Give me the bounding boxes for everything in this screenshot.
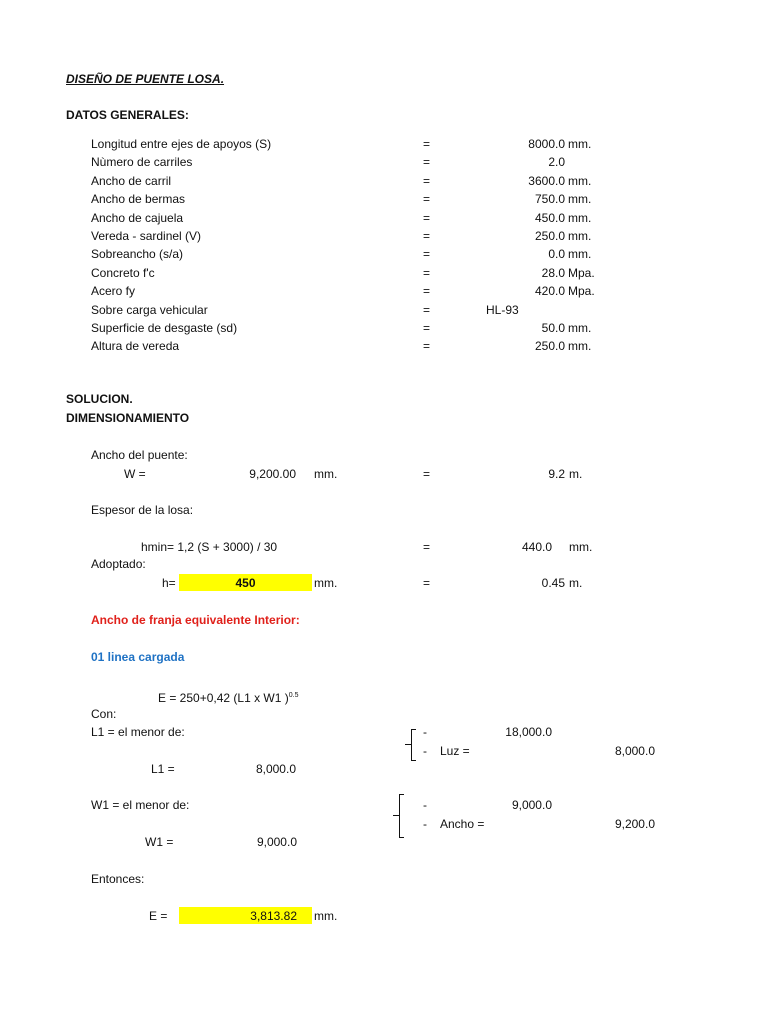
- general-row-equals: =: [423, 284, 431, 298]
- l1-option2-value: 8,000.0: [614, 744, 655, 758]
- solution-heading: SOLUCION.: [66, 392, 133, 406]
- h-unit: mm.: [314, 576, 338, 590]
- hmin-unit: mm.: [569, 540, 593, 554]
- general-row-label: Concreto f'c: [91, 266, 155, 280]
- l1-result-label: L1 =: [151, 762, 175, 776]
- general-data-heading: DATOS GENERALES:: [66, 108, 189, 122]
- l1-brace: [411, 729, 416, 761]
- general-row-unit: mm.: [568, 229, 592, 243]
- general-row-label: Nùmero de carriles: [91, 155, 193, 169]
- h-label: h=: [162, 576, 176, 590]
- general-row-label: Ancho de cajuela: [91, 211, 184, 225]
- general-row-equals: =: [423, 155, 431, 169]
- l1-option2-label: Luz =: [440, 744, 470, 758]
- general-row-label: Ancho de carril: [91, 174, 172, 188]
- general-row-equals: =: [423, 266, 431, 280]
- e-formula: E = 250+0,42 (L1 x W1 )$^{0.5}$: [158, 691, 299, 705]
- e-formula-exponent: 0.5: [288, 692, 299, 699]
- w-value: 9,200.00: [249, 467, 296, 481]
- w1-option1-dash: -: [423, 798, 427, 812]
- general-row-unit: mm.: [568, 321, 592, 335]
- general-row-value: HL-93: [486, 303, 519, 317]
- general-row-label: Sobreancho (s/a): [91, 247, 184, 261]
- l1-option2-dash: -: [423, 744, 427, 758]
- general-row-equals: =: [423, 229, 431, 243]
- w-meters-unit: m.: [569, 467, 583, 481]
- general-row-unit: mm.: [568, 174, 592, 188]
- w1-option1-value: 9,000.0: [511, 798, 552, 812]
- hmin-equals: =: [423, 540, 431, 554]
- general-row-equals: =: [423, 211, 431, 225]
- w1-brace: [399, 794, 404, 838]
- general-row-value: 28.0: [541, 266, 565, 280]
- hmin-value: 440.0: [521, 540, 552, 554]
- w1-option2-label: Ancho =: [440, 817, 485, 831]
- general-row-value: 750.0: [534, 192, 565, 206]
- w-unit: mm.: [314, 467, 338, 481]
- general-row-value: 50.0: [541, 321, 565, 335]
- general-row-label: Altura de vereda: [91, 339, 180, 353]
- dimension-heading: DIMENSIONAMIENTO: [66, 411, 190, 425]
- w1-option2-value: 9,200.0: [614, 817, 655, 831]
- general-row-value: 3600.0: [528, 174, 565, 188]
- general-row-label: Ancho de bermas: [91, 192, 186, 206]
- general-row-equals: =: [423, 137, 431, 151]
- general-row-label: Vereda - sardinel (V): [91, 229, 202, 243]
- one-lane-loaded-heading: 01 linea cargada: [91, 650, 185, 664]
- general-row-unit: mm.: [568, 192, 592, 206]
- w1-result-label: W1 =: [145, 835, 174, 849]
- hmin-formula: hmin= 1,2 (S + 3000) / 30: [141, 540, 278, 554]
- l1-label: L1 = el menor de:: [91, 725, 185, 739]
- general-row-equals: =: [423, 174, 431, 188]
- bridge-width-label: Ancho del puente:: [91, 448, 188, 462]
- h-meters-unit: m.: [569, 576, 583, 590]
- w-equals: =: [423, 467, 431, 481]
- h-meters-value: 0.45: [541, 576, 565, 590]
- general-row-value: 250.0: [534, 229, 565, 243]
- w1-label: W1 = el menor de:: [91, 798, 190, 812]
- general-row-value: 0.0: [548, 247, 565, 261]
- page-title: DISEÑO DE PUENTE LOSA.: [66, 72, 225, 86]
- general-row-label: Acero fy: [91, 284, 136, 298]
- general-row-equals: =: [423, 192, 431, 206]
- general-row-unit: Mpa.: [568, 266, 595, 280]
- general-row-value: 450.0: [534, 211, 565, 225]
- adopted-label: Adoptado:: [91, 557, 146, 571]
- l1-option1-value: 18,000.0: [505, 725, 552, 739]
- w1-option2-dash: -: [423, 817, 427, 831]
- w-meters-value: 9.2: [548, 467, 565, 481]
- with-label: Con:: [91, 707, 117, 721]
- e-result-value: 3,813.82: [250, 909, 297, 923]
- general-row-equals: =: [423, 247, 431, 261]
- l1-option1-dash: -: [423, 725, 427, 739]
- general-row-value: 420.0: [534, 284, 565, 298]
- general-row-value: 8000.0: [528, 137, 565, 151]
- slab-thickness-label: Espesor de la losa:: [91, 503, 194, 517]
- e-result-unit: mm.: [314, 909, 338, 923]
- w1-result-value: 9,000.0: [256, 835, 297, 849]
- general-row-unit: mm.: [568, 247, 592, 261]
- general-row-unit: mm.: [568, 211, 592, 225]
- equivalent-strip-heading: Ancho de franja equivalente Interior:: [91, 613, 300, 627]
- general-row-label: Superficie de desgaste (sd): [91, 321, 238, 335]
- general-row-unit: Mpa.: [568, 284, 595, 298]
- l1-result-value: 8,000.0: [255, 762, 296, 776]
- general-row-equals: =: [423, 321, 431, 335]
- general-row-equals: =: [423, 303, 431, 317]
- e-result-label: E =: [149, 909, 168, 923]
- therefore-label: Entonces:: [91, 872, 145, 886]
- general-row-unit: mm.: [568, 339, 592, 353]
- w-label: W =: [124, 467, 146, 481]
- l1-brace-point: [405, 744, 411, 745]
- general-row-value: 250.0: [534, 339, 565, 353]
- general-row-value: 2.0: [548, 155, 565, 169]
- w1-brace-point: [393, 815, 399, 816]
- h-value: 450: [235, 576, 256, 590]
- general-row-label: Longitud entre ejes de apoyos (S): [91, 137, 272, 151]
- general-row-unit: mm.: [568, 137, 592, 151]
- general-row-equals: =: [423, 339, 431, 353]
- h-equals: =: [423, 576, 431, 590]
- general-row-label: Sobre carga vehicular: [91, 303, 208, 317]
